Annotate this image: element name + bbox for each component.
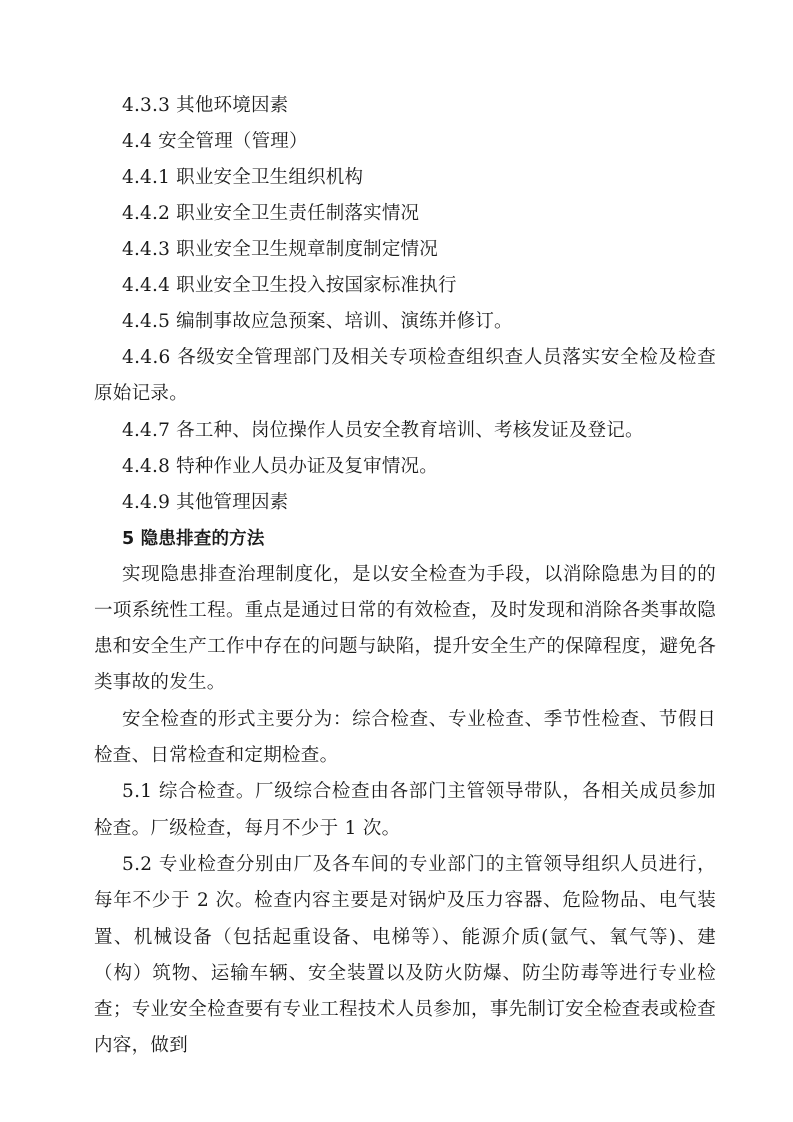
item-4-4-3: 4.4.3 职业安全卫生规章制度制定情况 xyxy=(122,239,438,260)
item-4-4-1: 4.4.1 职业安全卫生组织机构 xyxy=(122,167,364,188)
section-5-paragraph-intro: 实现隐患排查治理制度化，是以安全检查为手段，以消除隐患为目的的一项系统性工程。重点是通过日常的有效检查，及时发现和消除各类事故隐患和安全生产工作中存在的问题与缺陷，提升安全生产的保障程度，避免各类事故的发生。 xyxy=(94,563,716,694)
item-4-4-6: 4.4.6 各级安全管理部门及相关专项检查组织查人员落实安全检及检查原始记录。 xyxy=(94,347,716,405)
section-5-heading: 5 隐患排查的方法 xyxy=(122,528,265,549)
document-page xyxy=(94,88,716,1065)
item-4-3-3: 4.3.3 其他环境因素 xyxy=(122,95,289,116)
item-4-4-9: 4.4.9 其他管理因素 xyxy=(122,491,289,513)
item-4-4-4: 4.4.4 职业安全卫生投入按国家标准执行 xyxy=(122,275,457,296)
item-4-4-2: 4.4.2 职业安全卫生责任制落实情况 xyxy=(122,203,420,224)
item-4-4: 4.4 安全管理（管理） xyxy=(122,131,308,152)
item-4-4-5: 4.4.5 编制事故应急预案、培训、演练并修订。 xyxy=(122,311,513,332)
item-4-4-7: 4.4.7 各工种、岗位操作人员安全教育培训、考核发证及登记。 xyxy=(122,419,644,441)
section-5-2-paragraph: 5.2 专业检查分别由厂及各车间的专业部门的主管领导组织人员进行，每年不少于 2 次。检查内容主要是对锅炉及压力容器、危险物品、电气装置、机械设备（包括起重设备、电梯等）、能源介质(氩气、氧气等)、建（构）筑物、运输车辆、安全装置以及防火防爆、防尘防毒等进行专业检查；专业安全检查要有专业工程技术人员参加，事先制订安全检查表或检查内容，做到 xyxy=(94,853,716,1057)
section-5-1-paragraph: 5.1 综合检查。厂级综合检查由各部门主管领导带队，各相关成员参加检查。厂级检查，每月不少于 1 次。 xyxy=(94,781,716,839)
item-4-4-8: 4.4.8 特种作业人员办证及复审情况。 xyxy=(122,455,438,477)
section-5-paragraph-forms: 安全检查的形式主要分为：综合检查、专业检查、季节性检查、节假日检查、日常检查和定期检查。 xyxy=(94,708,716,767)
